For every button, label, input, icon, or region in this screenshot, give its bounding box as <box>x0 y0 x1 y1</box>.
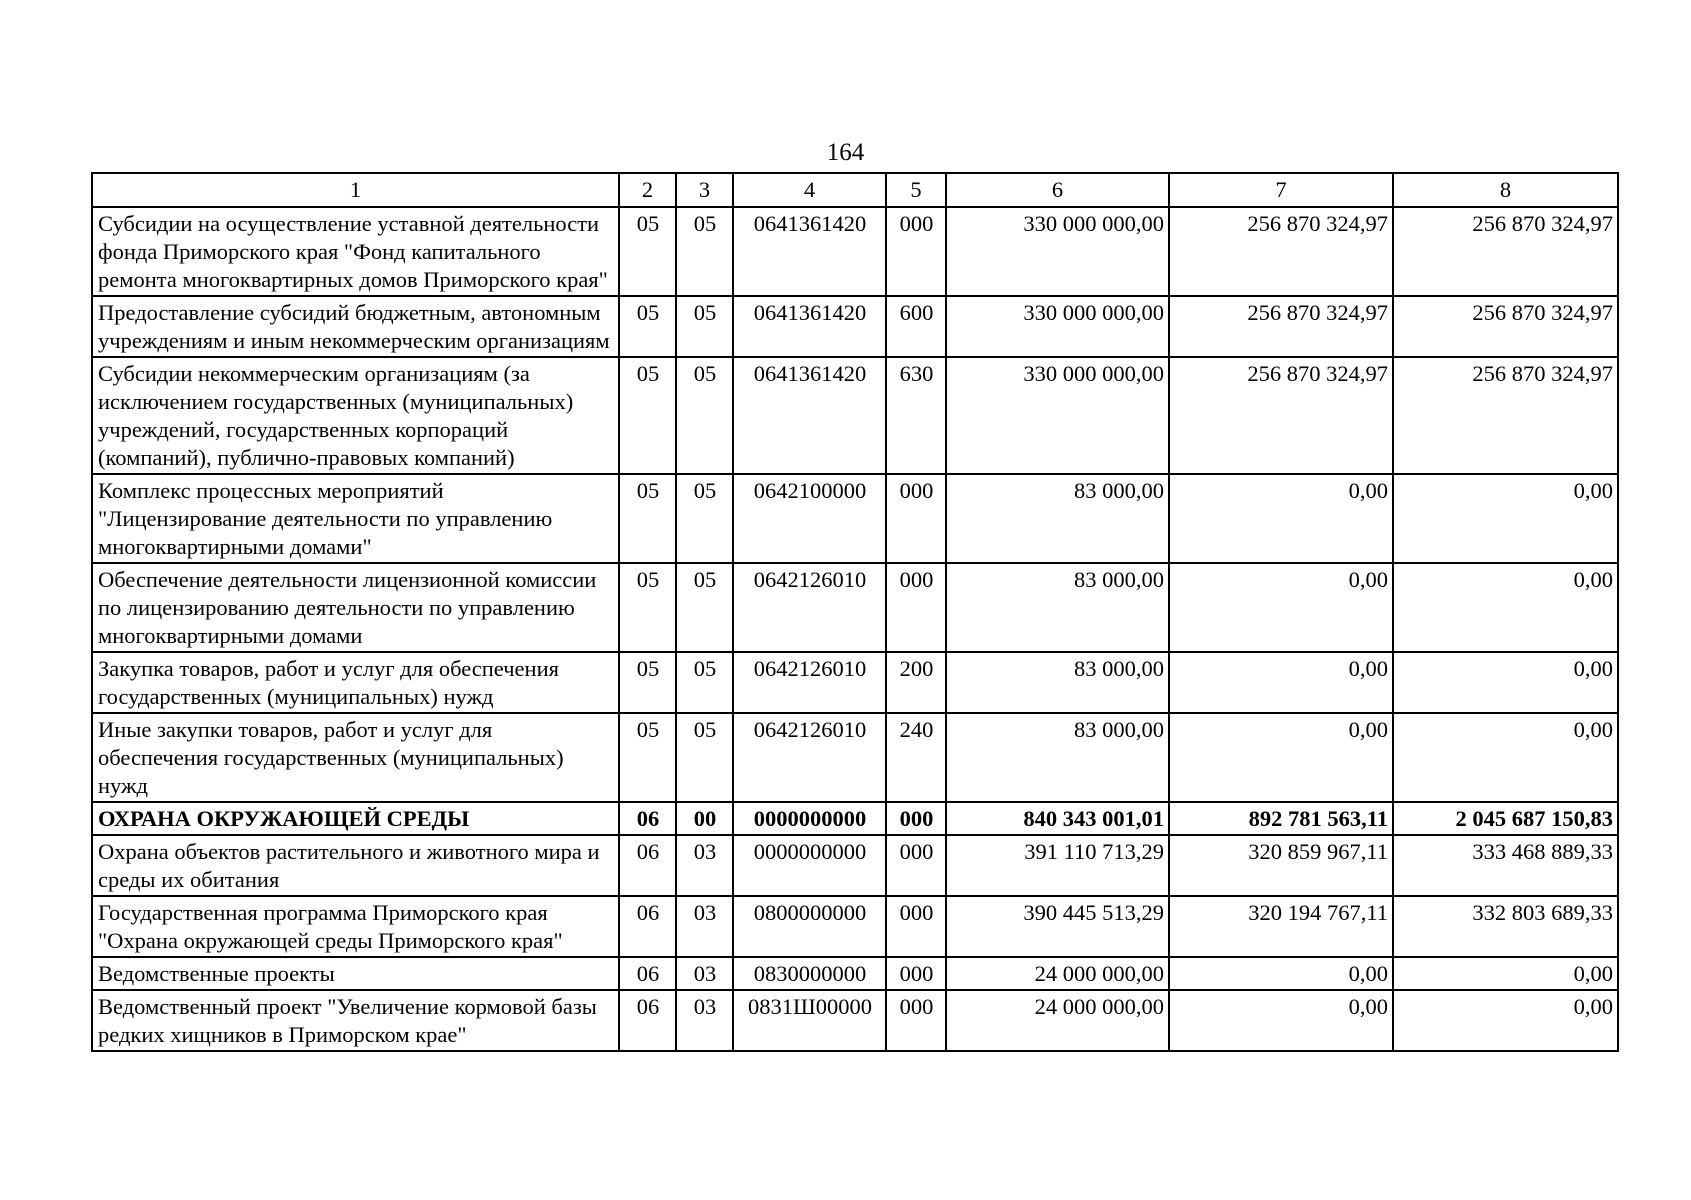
cell-expense-type: 240 <box>886 713 946 802</box>
cell-expense-type: 000 <box>886 835 946 896</box>
cell-amount-col6: 390 445 513,29 <box>946 896 1169 957</box>
cell-expense-type: 000 <box>886 896 946 957</box>
table-row <box>92 896 1618 957</box>
cell-amount-col8: 0,00 <box>1393 990 1618 1051</box>
cell-amount-col8: 333 468 889,33 <box>1393 835 1618 896</box>
cell-subsection: 03 <box>676 990 733 1051</box>
header-col-3: 3 <box>676 173 733 207</box>
cell-subsection: 05 <box>676 713 733 802</box>
cell-amount-col7: 256 870 324,97 <box>1169 207 1393 296</box>
cell-section: 05 <box>619 296 676 357</box>
cell-section: 05 <box>619 713 676 802</box>
cell-amount-col8: 256 870 324,97 <box>1393 207 1618 296</box>
cell-amount-col8: 256 870 324,97 <box>1393 296 1618 357</box>
cell-amount-col8: 0,00 <box>1393 713 1618 802</box>
cell-subsection: 05 <box>676 207 733 296</box>
cell-name: Закупка товаров, работ и услуг для обеспечения государственных (муниципальных) нужд <box>92 652 619 713</box>
cell-amount-col8: 0,00 <box>1393 957 1618 990</box>
cell-amount-col7: 892 781 563,11 <box>1169 802 1393 835</box>
table-row <box>92 802 1618 835</box>
table-row <box>92 207 1618 296</box>
cell-expense-type: 000 <box>886 207 946 296</box>
cell-name: Ведомственный проект "Увеличение кормовой базы редких хищников в Приморском крае" <box>92 990 619 1051</box>
cell-name: Ведомственные проекты <box>92 957 619 990</box>
cell-target-article: 0641361420 <box>733 357 886 474</box>
cell-amount-col7: 0,00 <box>1169 957 1393 990</box>
cell-section: 05 <box>619 563 676 652</box>
cell-expense-type: 600 <box>886 296 946 357</box>
cell-amount-col7: 0,00 <box>1169 713 1393 802</box>
cell-amount-col7: 320 194 767,11 <box>1169 896 1393 957</box>
cell-target-article: 0000000000 <box>733 835 886 896</box>
cell-subsection: 03 <box>676 896 733 957</box>
cell-amount-col8: 256 870 324,97 <box>1393 357 1618 474</box>
header-row <box>92 173 1618 207</box>
cell-section: 05 <box>619 207 676 296</box>
cell-target-article: 0642126010 <box>733 713 886 802</box>
cell-target-article: 0830000000 <box>733 957 886 990</box>
cell-target-article: 0642126010 <box>733 652 886 713</box>
cell-amount-col8: 332 803 689,33 <box>1393 896 1618 957</box>
header-col-4: 4 <box>733 173 886 207</box>
cell-target-article: 0641361420 <box>733 207 886 296</box>
cell-amount-col6: 840 343 001,01 <box>946 802 1169 835</box>
cell-expense-type: 000 <box>886 474 946 563</box>
cell-section: 05 <box>619 474 676 563</box>
cell-subsection: 05 <box>676 652 733 713</box>
cell-amount-col6: 330 000 000,00 <box>946 357 1169 474</box>
cell-amount-col6: 83 000,00 <box>946 563 1169 652</box>
cell-amount-col6: 330 000 000,00 <box>946 296 1169 357</box>
cell-amount-col7: 0,00 <box>1169 652 1393 713</box>
cell-target-article: 0831Ш00000 <box>733 990 886 1051</box>
cell-subsection: 03 <box>676 957 733 990</box>
cell-amount-col6: 391 110 713,29 <box>946 835 1169 896</box>
cell-subsection: 05 <box>676 296 733 357</box>
cell-amount-col8: 2 045 687 150,83 <box>1393 802 1618 835</box>
cell-expense-type: 000 <box>886 990 946 1051</box>
cell-section: 06 <box>619 896 676 957</box>
cell-name: Иные закупки товаров, работ и услуг для обеспечения государственных (муниципальных) нужд <box>92 713 619 802</box>
cell-section: 06 <box>619 990 676 1051</box>
cell-name: Обеспечение деятельности лицензионной комиссии по лицензированию деятельности по управлению многоквартирными домами <box>92 563 619 652</box>
cell-target-article: 0000000000 <box>733 802 886 835</box>
table-row <box>92 713 1618 802</box>
cell-section: 06 <box>619 802 676 835</box>
cell-name: Комплекс процессных мероприятий "Лицензирование деятельности по управлению многоквартирными домами" <box>92 474 619 563</box>
cell-name: Охрана объектов растительного и животного мира и среды их обитания <box>92 835 619 896</box>
cell-amount-col7: 256 870 324,97 <box>1169 296 1393 357</box>
cell-subsection: 05 <box>676 357 733 474</box>
table-row <box>92 474 1618 563</box>
cell-target-article: 0642126010 <box>733 563 886 652</box>
cell-subsection: 05 <box>676 474 733 563</box>
cell-subsection: 03 <box>676 835 733 896</box>
cell-amount-col7: 0,00 <box>1169 563 1393 652</box>
cell-target-article: 0642100000 <box>733 474 886 563</box>
cell-expense-type: 000 <box>886 563 946 652</box>
cell-amount-col8: 0,00 <box>1393 563 1618 652</box>
cell-expense-type: 200 <box>886 652 946 713</box>
cell-amount-col6: 24 000 000,00 <box>946 990 1169 1051</box>
header-col-7: 7 <box>1169 173 1393 207</box>
cell-amount-col6: 83 000,00 <box>946 713 1169 802</box>
cell-name: Предоставление субсидий бюджетным, автономным учреждениям и иным некоммерческим организациям <box>92 296 619 357</box>
table-row <box>92 357 1618 474</box>
page-number: 164 <box>826 139 865 166</box>
header-col-6: 6 <box>946 173 1169 207</box>
cell-amount-col6: 24 000 000,00 <box>946 957 1169 990</box>
cell-section: 05 <box>619 357 676 474</box>
table-row <box>92 990 1618 1051</box>
table-row <box>92 563 1618 652</box>
cell-subsection: 00 <box>676 802 733 835</box>
header-col-2: 2 <box>619 173 676 207</box>
cell-name: ОХРАНА ОКРУЖАЮЩЕЙ СРЕДЫ <box>92 802 619 835</box>
cell-name: Государственная программа Приморского края "Охрана окружающей среды Приморского края" <box>92 896 619 957</box>
cell-section: 06 <box>619 835 676 896</box>
cell-amount-col8: 0,00 <box>1393 474 1618 563</box>
cell-name: Субсидии на осуществление уставной деятельности фонда Приморского края "Фонд капитального ремонта многоквартирных домов Приморского края" <box>92 207 619 296</box>
header-col-5: 5 <box>886 173 946 207</box>
cell-expense-type: 000 <box>886 957 946 990</box>
cell-amount-col6: 83 000,00 <box>946 474 1169 563</box>
cell-expense-type: 000 <box>886 802 946 835</box>
cell-section: 05 <box>619 652 676 713</box>
cell-subsection: 05 <box>676 563 733 652</box>
cell-amount-col6: 330 000 000,00 <box>946 207 1169 296</box>
table-row <box>92 957 1618 990</box>
table-body <box>92 207 1618 1051</box>
table-row <box>92 296 1618 357</box>
cell-target-article: 0641361420 <box>733 296 886 357</box>
cell-section: 06 <box>619 957 676 990</box>
cell-amount-col8: 0,00 <box>1393 652 1618 713</box>
cell-name: Субсидии некоммерческим организациям (за исключением государственных (муниципальных) учреждений, государственных корпораций (компаний), публично-правовых компаний) <box>92 357 619 474</box>
cell-amount-col7: 0,00 <box>1169 474 1393 563</box>
cell-amount-col6: 83 000,00 <box>946 652 1169 713</box>
cell-amount-col7: 256 870 324,97 <box>1169 357 1393 474</box>
table-row <box>92 835 1618 896</box>
cell-expense-type: 630 <box>886 357 946 474</box>
header-col-1: 1 <box>92 173 619 207</box>
header-col-8: 8 <box>1393 173 1618 207</box>
budget-table <box>91 172 1619 1052</box>
table-row <box>92 652 1618 713</box>
cell-amount-col7: 320 859 967,11 <box>1169 835 1393 896</box>
cell-amount-col7: 0,00 <box>1169 990 1393 1051</box>
cell-target-article: 0800000000 <box>733 896 886 957</box>
